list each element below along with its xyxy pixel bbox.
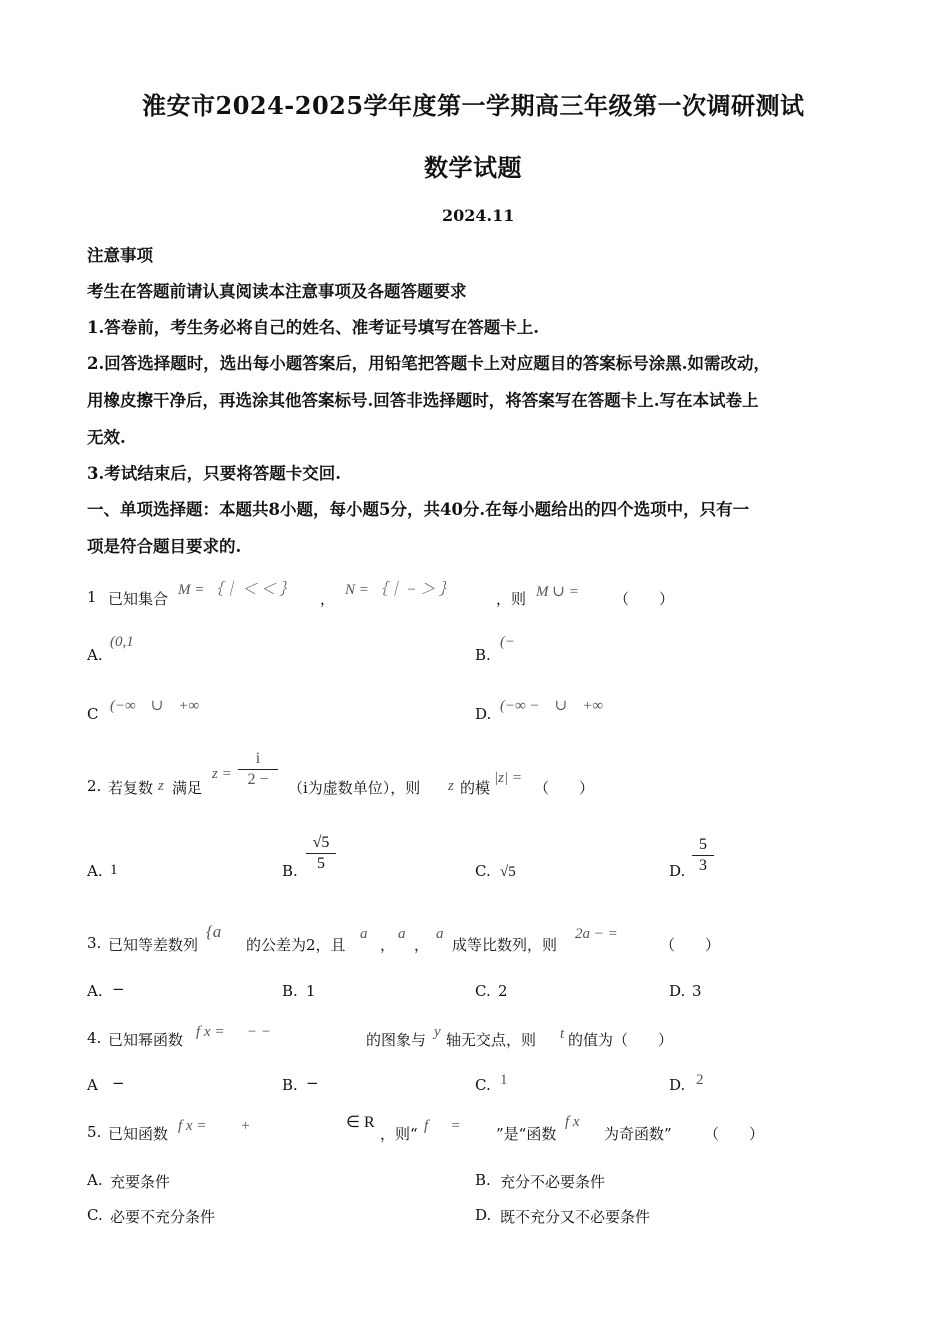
q1-option-b-label: B. — [475, 646, 491, 664]
q2-note: （i为虚数单位），则 — [288, 779, 421, 797]
notice-item-2-line2: 用橡皮擦干净后，再选涂其他答案标号.回答非选择题时，将答案写在答题卡上.写在本试卷上 — [87, 391, 759, 410]
q3-option-c-label: C. — [475, 982, 491, 1000]
q2-option-c-label: C. — [475, 862, 491, 880]
q2-option-d-label: D. — [669, 862, 686, 880]
q3-term-1: a — [360, 926, 368, 942]
notice-intro: 考生在答题前请认真阅读本注意事项及各题答题要求 — [87, 282, 467, 301]
notice-item-3: 3.考试结束后，只要将答题卡交回. — [87, 464, 341, 483]
q5-option-a: 充要条件 — [110, 1173, 171, 1191]
q1-union: M ∪ = — [536, 584, 579, 600]
q2-option-d — [692, 836, 714, 875]
q2-option-a-label: A. — [87, 862, 103, 880]
q4-option-c-label: C. — [475, 1076, 491, 1094]
exam-subtitle: 数学试题 — [424, 153, 522, 182]
q4-function: f x = − − — [196, 1024, 290, 1040]
q2-modulus-of: 的模 — [460, 779, 491, 797]
q5-paren: （ ） — [704, 1125, 765, 1143]
q5-option-d: 既不充分又不必要条件 — [500, 1208, 651, 1226]
q4-option-b: − — [306, 1074, 319, 1092]
q2-var-z: z — [158, 778, 164, 794]
q5-number: 5. — [87, 1123, 102, 1141]
q4-var-y: y — [434, 1024, 441, 1040]
q5-option-b-label: B. — [475, 1171, 491, 1189]
q5-fx: f x — [565, 1114, 580, 1130]
notice-item-2-line1: 2.回答选择题时，选出每小题答案后，用铅笔把答题卡上对应题目的答案标号涂黑.如需改动， — [87, 354, 770, 373]
q4-option-d: 2 — [696, 1072, 704, 1088]
q4-number: 4. — [87, 1029, 102, 1047]
q2-prefix: 若复数 — [108, 779, 154, 797]
q5-in-r: ∈ R — [346, 1114, 375, 1131]
q4-option-a: − — [112, 1074, 125, 1092]
q5-prefix: 已知函数 — [108, 1125, 169, 1143]
q2-option-b-bar — [306, 853, 336, 854]
q4-prefix: 已知幂函数 — [108, 1031, 184, 1049]
q2-number: 2. — [87, 777, 102, 795]
q2-option-b-label: B. — [282, 862, 298, 880]
q2-option-a: 1 — [110, 862, 118, 878]
q3-option-d: 3 — [692, 982, 702, 1000]
q1-comma: ， — [320, 590, 336, 608]
q1-option-d: (−∞ − ∪ +∞ — [500, 698, 604, 714]
q2-option-d-bar — [692, 855, 714, 856]
q2-var-z-2: z — [448, 778, 454, 794]
q1-option-d-label: D. — [475, 705, 492, 723]
q2-option-b — [306, 834, 336, 873]
q5-is: ”是“函数 — [496, 1125, 557, 1143]
q4-option-d-label: D. — [669, 1076, 686, 1094]
q3-option-a-label: A. — [87, 982, 103, 1000]
notice-item-2-line3: 无效. — [87, 428, 126, 447]
q5-option-a-label: A. — [87, 1171, 103, 1189]
q2-paren: （ ） — [534, 779, 595, 797]
q5-condition: f = — [424, 1118, 461, 1134]
q1-number: 1 — [87, 588, 97, 606]
q1-option-c: (−∞ ∪ +∞ — [110, 698, 200, 714]
q3-paren: （ ） — [660, 936, 721, 954]
q2-option-c: √5 — [500, 864, 516, 880]
q1-then: ，则 — [496, 590, 527, 608]
q4-option-a-label: A — [87, 1076, 98, 1094]
q5-option-b: 充分不必要条件 — [500, 1173, 606, 1191]
q3-option-b: 1 — [306, 982, 316, 1000]
q2-option-d-num: 5 — [699, 836, 707, 853]
q1-option-a-label: A. — [87, 646, 103, 664]
q2-option-d-den: 3 — [699, 857, 707, 874]
q1-prefix: 已知集合 — [108, 590, 169, 608]
q5-odd: 为奇函数” — [604, 1125, 672, 1143]
q3-option-c: 2 — [498, 982, 508, 1000]
q2-fraction-bar — [238, 769, 278, 770]
section-heading-line1: 一、单项选择题：本题共8小题，每小题5分，共40分.在每小题给出的四个选项中，只有一 — [87, 500, 750, 519]
q3-term-3: a — [436, 926, 444, 942]
notice-heading: 注意事项 — [87, 246, 153, 265]
q2-fraction-den: 2 − — [247, 771, 269, 788]
q3-sep-2: ， — [414, 936, 430, 954]
q5-option-c-label: C. — [87, 1206, 103, 1224]
q3-term-2: a — [398, 926, 406, 942]
q4-axis: 轴无交点，则 — [446, 1031, 537, 1049]
q5-option-d-label: D. — [475, 1206, 492, 1224]
q1-option-b: (− — [500, 634, 516, 650]
q1-set-m: M = ｛｜ ＜ ＜ ｝ — [178, 582, 295, 598]
q3-geometric: 成等比数列，则 — [452, 936, 558, 954]
q2-fraction-num: i — [255, 750, 261, 767]
q3-option-a: − — [112, 980, 125, 998]
exam-title: 淮安市2024-2025学年度第一学期高三年级第一次调研测试 — [142, 91, 805, 120]
q3-sep-1: ， — [380, 936, 396, 954]
q3-sequence: {a — [206, 922, 222, 941]
section-heading-line2: 项是符合题目要求的. — [87, 537, 242, 556]
q3-diff: 的公差为2，且 — [246, 936, 346, 954]
q1-option-c-label: C — [87, 705, 99, 723]
q3-option-b-label: B. — [282, 982, 298, 1000]
q4-option-c: 1 — [500, 1072, 508, 1088]
q3-prefix: 已知等差数列 — [108, 936, 199, 954]
q2-option-b-den: 5 — [317, 855, 325, 872]
q1-paren: （ ） — [614, 590, 675, 608]
q2-modulus: |z| = — [494, 770, 522, 786]
exam-date: 2024.11 — [442, 206, 515, 225]
q1-set-n: N = ｛｜ − ＞ ｝ — [345, 582, 454, 598]
q4-graph: 的图象与 — [366, 1031, 427, 1049]
q3-number: 3. — [87, 934, 102, 952]
q5-then: ，则“ — [380, 1125, 418, 1143]
notice-item-1: 1.答卷前，考生务必将自己的姓名、准考证号填写在答题卡上. — [87, 318, 539, 337]
q1-option-a: (0,1 — [110, 634, 134, 650]
q2-satisfy: 满足 — [172, 779, 203, 797]
q2-math-z: z = — [212, 766, 232, 782]
q4-value: 的值为（ ） — [568, 1031, 674, 1049]
q4-var-t: t — [560, 1026, 565, 1042]
q5-function: f x = + — [178, 1118, 270, 1134]
q3-expression: 2a − = — [575, 926, 618, 942]
q3-option-d-label: D. — [669, 982, 686, 1000]
q2-option-b-num: √5 — [312, 834, 330, 851]
q4-option-b-label: B. — [282, 1076, 298, 1094]
q5-option-c: 必要不充分条件 — [110, 1208, 216, 1226]
q2-fraction — [238, 750, 278, 789]
